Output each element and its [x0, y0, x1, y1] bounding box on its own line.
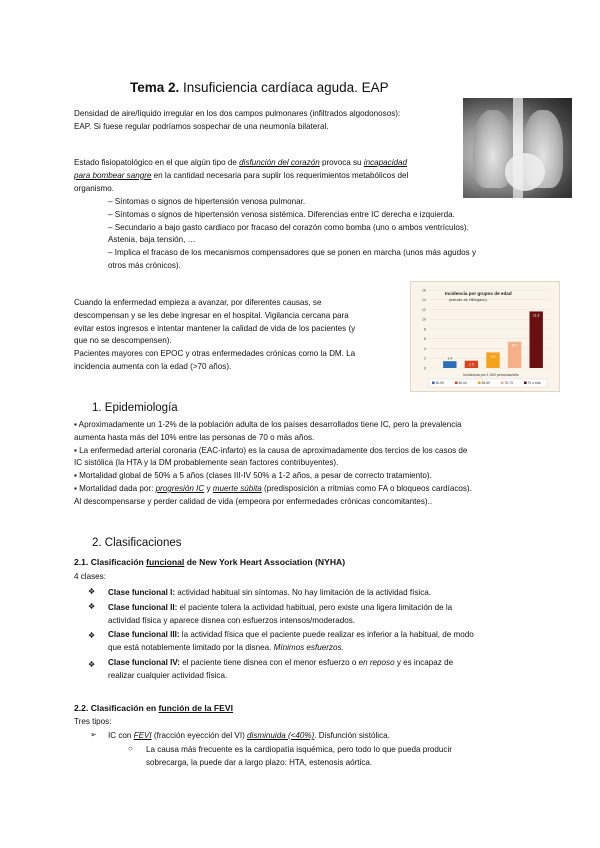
chart-bar	[443, 361, 456, 368]
chart-legend-swatch	[524, 382, 527, 385]
text-line: incidencia aumenta con la edad (>70 años).	[74, 361, 232, 371]
chart-legend-label: 50-59	[435, 381, 444, 385]
chart-ytick-label: 8	[424, 327, 426, 332]
chart-legend-swatch	[501, 382, 504, 385]
epidemiology-paragraph	[74, 419, 574, 509]
diamond-bullet-icon: ❖	[88, 587, 96, 596]
chart-legend-swatch	[432, 382, 435, 385]
definition-text: provoca su	[319, 158, 364, 167]
page-title	[130, 80, 389, 95]
text-line: descompensan y se les debe ingresar en el hospital. Vigilancia cercana para	[74, 310, 349, 320]
definition-underline: disfunción del corazón	[239, 158, 320, 167]
classes-count: 4 clases:	[74, 572, 106, 581]
text-line: que no se descompensen).	[74, 336, 172, 346]
chart-subtitle: (estudio de Hillingdon)	[449, 298, 487, 302]
diamond-bullet-icon: ❖	[88, 602, 96, 611]
text-line: sobrecarga, la puede dar a largo plazo: HTA, estenosis aórtica.	[146, 757, 373, 767]
chart-ytick-label: 12	[422, 307, 426, 312]
diamond-bullet-icon: ❖	[88, 660, 96, 669]
progression-paragraph	[74, 297, 404, 374]
list-item: realizar cualquier actividad física.	[108, 670, 228, 680]
chart-title: Incidencia por grupos de edad	[445, 291, 512, 296]
list-item: Clase funcional II: el paciente tolera la actividad habitual, pero existe una ligera limitación de la	[108, 602, 453, 612]
chart-data-label: 1.5	[469, 362, 474, 367]
list-item: – Síntomas o signos de hipertensión venosa pulmonar.	[108, 197, 306, 206]
subsection-fevi: 2.2. Clasificación en función de la FEVI	[74, 703, 234, 713]
chart-ytick-label: 14	[422, 298, 426, 303]
fevi-item: IC con FEVI (fracción eyección del VI) disminuida (<40%). Disfunción sistólica.	[108, 731, 390, 740]
nyha-list	[108, 587, 568, 683]
intro-paragraph	[74, 108, 459, 134]
text-line: Al descompensarse y perder calidad de vida (empeora por enfermedades crónicas concomitantes)..	[74, 496, 433, 506]
intro-line: Densidad de aire/líquido irregular en los dos campos pulmonares (infiltrados algodonosos):	[74, 109, 401, 118]
text-line: Cuando la enfermedad empieza a avanzar, por diferentes causas, se	[74, 298, 322, 307]
types-count: Tres tipos:	[74, 717, 112, 726]
list-item: Clase funcional III: la actividad física que el paciente puede realizar es inferior a la habitual, de modo	[108, 630, 474, 640]
title-number: Tema 2.	[130, 80, 180, 95]
fevi-cause	[146, 744, 566, 770]
definition-list	[108, 196, 528, 273]
chart-data-label: 3.2	[490, 354, 496, 359]
text-line: ▪ Mortalidad dada por: progresión IC y muerte súbita (predisposición a rritmias como FA o bloqueos cardíacos).	[74, 483, 472, 493]
chart-data-label: 1.4	[447, 356, 453, 361]
chart-bar	[530, 311, 543, 368]
definition-text: Estado fisiopatológico en el que algún tipo de	[74, 158, 240, 167]
list-item: actividad física y aparece disnea con esfuerzos intensos/moderados.	[108, 615, 355, 625]
chart-svg	[411, 282, 559, 391]
chart-xlabel: Incidencia por 1.000 personas/año	[463, 373, 519, 377]
arrow-bullet-icon: ➢	[90, 730, 97, 739]
chart-data-label: 11.6	[533, 313, 540, 318]
section-heading-epidemiologia: 1. Epidemiología	[92, 402, 178, 414]
list-item: que está notablemente limitado por la disnea. Mínimos esfuerzos.	[108, 643, 344, 653]
intro-line: EAP. Si fuese regular podríamos sospechar de una neumonía bilateral.	[74, 121, 329, 131]
definition-underline: incapacidad	[363, 158, 407, 167]
list-item: – Implica el fracaso de los mecanismos compensadores que se ponen en marcha (unos más agudos y	[108, 248, 477, 258]
text-line: ▪ Aproximadamente un 1-2% de la población adulta de los países desarrollados tiene IC, pero la prevalencia	[74, 420, 462, 429]
definition-text: organismo.	[74, 183, 115, 193]
subsection-nyha: 2.1. Clasificación funcional de New York Heart Association (NYHA)	[74, 557, 346, 567]
chart-legend-swatch	[455, 382, 458, 385]
text-line: Pacientes mayores con EPOC y otras enfermedades crónicas como la DM. La	[74, 349, 356, 359]
list-item: Clase funcional IV: el paciente tiene disnea con el menor esfuerzo o en reposo y es incapaz de	[108, 657, 454, 667]
chart-ytick-label: 0	[424, 366, 426, 371]
circle-bullet-icon: ○	[128, 744, 133, 753]
text-line: evitar estos ingresos e intentar mantener la calidad de vida de los pacientes (y	[74, 323, 356, 333]
text-line: IC sistólica (la HTA y la DM probablemente sean factores contribuyentes).	[74, 458, 339, 468]
definition-paragraph	[74, 157, 464, 195]
chart-ytick-label: 16	[422, 288, 426, 293]
title-text: Insuficiencia cardíaca aguda. EAP	[183, 80, 389, 95]
chart-ytick-label: 10	[422, 317, 426, 322]
definition-underline: para bombear sangre	[74, 170, 152, 180]
section-heading-clasificaciones: 2. Clasificaciones	[92, 537, 182, 549]
incidence-chart	[410, 281, 560, 392]
text-line: ▪ La enfermedad arterial coronaria (EAC-infarto) es la causa de aproximadamente dos tercios de los casos de	[74, 445, 468, 455]
text-line: La causa más frecuente es la cardiopatía isquémica, pero todo lo que pueda producir	[146, 745, 452, 754]
list-item: – Secundario a bajo gasto cardiaco por fracaso del corazón como bomba (uno o ambos ventrículos).	[108, 222, 469, 232]
chart-legend-label: 70-74	[504, 381, 513, 385]
chart-legend-label: 65-69	[481, 381, 490, 385]
chart-ytick-label: 4	[424, 346, 426, 351]
chart-data-label: 5.4	[512, 343, 517, 348]
chart-ytick-label: 6	[424, 337, 426, 342]
list-item: otros más crónicos).	[108, 260, 181, 270]
chart-ytick-label: 2	[424, 356, 426, 361]
text-line: aumenta hasta más del 10% entre las personas de 70 o más años.	[74, 432, 315, 442]
diamond-bullet-icon: ❖	[88, 631, 96, 640]
chest-xray-image	[463, 98, 572, 198]
chart-legend-swatch	[478, 382, 481, 385]
chart-legend-label: 75 o más	[527, 381, 541, 385]
list-item: – Síntomas o signos de hipertensión venosa sistémica. Diferencias entre IC derecha e izquierda.	[108, 209, 455, 219]
chart-legend-label: 60-64	[458, 381, 467, 385]
list-item: Clase funcional I: actividad habitual sin síntomas. No hay limitación de la actividad física.	[108, 588, 431, 597]
text-line: ▪ Mortalidad global de 50% a 5 años (clases III-IV 50% a 1-2 años, a pesar de correcto tratamiento).	[74, 471, 432, 481]
list-item: Astenia, baja tensión, …	[108, 235, 196, 245]
definition-text: en la cantidad necesaria para suplir los requerimientos metabólicos del	[151, 170, 409, 180]
